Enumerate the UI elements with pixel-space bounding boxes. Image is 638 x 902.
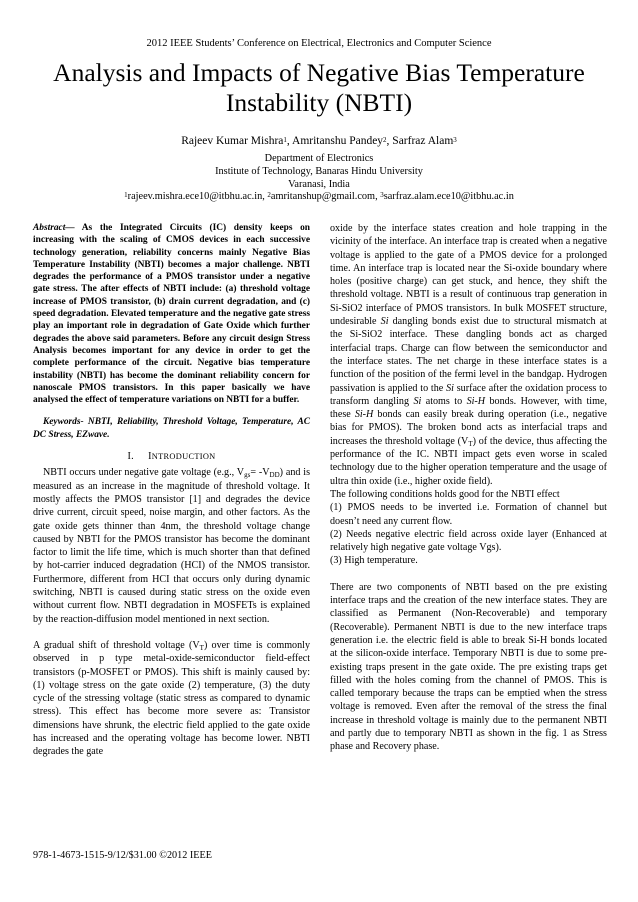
text-run: NBTI occurs under negative gate voltage (e.g., V	[43, 467, 245, 479]
text-run: surface after the oxidation process to transform dangling	[330, 382, 607, 407]
subscript: gs	[244, 471, 251, 480]
affiliation-institute: Institute of Technology, Banaras Hindu University	[215, 166, 423, 177]
conference-header: 2012 IEEE Students’ Conference on Electrical, Electronics and Computer Science	[146, 38, 492, 49]
abstract-dash: —	[65, 223, 75, 233]
keywords	[33, 416, 310, 441]
copyright-footer: 978-1-4673-1515-9/12/$31.00 ©2012 IEEE	[33, 850, 212, 861]
text-run: A gradual shift of threshold voltage (V	[33, 639, 200, 651]
section-title-rest: NTRODUCTION	[151, 452, 216, 462]
condition-1: (1) PMOS needs to be inverted i.e. Formation of channel but doesn’t need any current flow.	[330, 502, 607, 527]
email-address: rajeev.mishra.ece10@itbhu.ac.in	[127, 191, 263, 202]
email-address: amritanshup@gmail.com	[270, 191, 376, 202]
italic-run: Si	[446, 382, 454, 394]
email-sup: 3	[380, 190, 384, 199]
text-run: ) over time is commonly observed in p type metal-oxide-semiconductor field-effect transistors (p-MOSFET or PMOS). This shift is mainly caused by: (1) voltage stress on the gate oxide (2) temperature, (3) the duty cycle of the stressing voltage (static stress as compared to dynamic stress). This effect has become more severe as: Transistor dimensions have shrunk, the electric field applied to the gate oxide has increased and the operating voltage has become lower. NBTI degrades the gate	[33, 639, 310, 758]
author-list: Rajeev Kumar Mishra$^1$, Amritanshu Pandey$^2$, Sarfraz Alam$^3$	[181, 135, 457, 147]
author-name: Rajeev Kumar Mishra	[181, 135, 284, 147]
email-address: sarfraz.alam.ece10@itbhu.ac.in	[383, 191, 514, 202]
text-run: bonds can easily break during operation (i.e., negative bias for PMOS). The broken bond acts as interfacial traps and increases the threshold voltage (V	[330, 409, 607, 447]
italic-run: Si	[380, 316, 389, 328]
intro-paragraph-1	[33, 466, 310, 626]
text-run: ) and is measured as an increase in the magnitude of threshold voltage. It mostly affects the PMOS transistor [1] and degrades the device drive current, circuit speed, noise margin, and other factors. As the gate oxide gets thinner than 4nm, the threshold voltage change caused by NBTI for the PMOS transistor has become the dominant factor to limit the life time, which is much shorter than that defined by hot-carrier induced degradation (HCI) of the NMOS transistor. Furthermore, different from HCI that occurs only during dynamic switching, NBTI is caused during static stress on the oxide even without current flow. NBTI degradation in MOSFETs is explained by the reaction-diffusion model mentioned in next section.	[33, 467, 310, 625]
subscript: T	[468, 439, 473, 448]
email-sup: 1	[124, 190, 128, 199]
subscript: T	[199, 643, 204, 652]
subscript: DD	[269, 471, 280, 480]
body-paragraph-1	[330, 222, 607, 488]
abstract-label: Abstract	[33, 223, 66, 233]
author-sup: 1	[283, 135, 287, 144]
left-column	[33, 222, 310, 759]
italic-run: Si	[413, 395, 422, 407]
section-numeral: I.	[127, 451, 134, 463]
abstract	[33, 222, 310, 406]
author-name: Sarfraz Alam	[392, 135, 454, 147]
italic-run: Si-H	[354, 409, 374, 421]
condition-3: (3) High temperature.	[330, 555, 418, 567]
author-sup: 3	[453, 135, 457, 144]
email-list: $^1$rajeev.mishra.ece10@itbhu.ac.in, $^2$amritanshup@gmail.com, $^3$sarfraz.alam.ece10@itbhu.ac.in	[124, 190, 514, 202]
section-heading-introduction	[33, 450, 310, 463]
text-run: atoms to	[421, 395, 467, 407]
section-title-first: I	[148, 451, 152, 463]
paragraph-gap	[33, 626, 310, 639]
abstract-text: As the Integrated Circuits (IC) density keeps on increasing with the scaling of CMOS devices in each successive technology generation, reliability concerns mainly Negative Bias Temperature Instability (NBTI) becomes a major challenge. NBTI degrades the performance of a PMOS transistor under a negative gate stress. The after effects of NBTI include: (a) threshold voltage increase of PMOS transistor, (b) drain current degradation, and (c) speed degradation. Elevated temperature and the negative gate stress play an important role in degradation of Gate Oxide which further degrades the above said parameters. Before any circuit design Stress Analysis becomes important for any device in order to get the complete performance of the circuit. Negative bias temperature instability (NBTI) has become the dominant reliability concern for nanoscale PMOS transistors. In this paper basically we have analysed the effect of temperature variations on NBTI for a buffer.	[33, 223, 310, 406]
title-line-1: Analysis and Impacts of Negative Bias Temperature	[53, 58, 585, 87]
author-sup: 2	[383, 135, 387, 144]
text-run: dangling bonds exist due to structural mismatch at the Si-SiO2 interface. These dangling bonds act as charged interfacial traps. Charge can flow between the semiconductor and the interface states. The net charge in these interface states is a function of the position of the fermi level in the bandgap. Hydrogen passivation is applied to the	[330, 316, 607, 394]
affiliation-city: Varanasi, India	[288, 179, 350, 190]
paragraph-gap	[330, 568, 607, 581]
affiliation-department: Department of Electronics	[264, 153, 374, 164]
keywords-text: NBTI, Reliability, Threshold Voltage, Temperature, AC DC Stress, EZwave.	[33, 417, 310, 440]
text-run: ) of the device, thus affecting the performance of the IC. NBTI impact gets even worse in scaled technology due to the higher operation temperature and the usage of ultra thin oxide (i.e., higher oxide field).	[330, 435, 607, 487]
conditions-intro: The following conditions holds good for the NBTI effect	[330, 488, 560, 500]
text-run: oxide by the interface states creation and hole trapping in the vicinity of the interface. An interface trap is created when a negative voltage is applied to the gate of a PMOS device for a prolonged time. An interface trap is located near the Si-oxide boundary where holes (positive charge) can get stuck, and hence, they shift the threshold voltage. NBTI is a result of continuous trap generation in Si-SiO2 interface of PMOS transistors. In bulk MOSFET structure, undesirable	[330, 223, 607, 328]
text-run: bonds. However, with time, these	[330, 395, 607, 421]
text-run: = -V	[250, 467, 270, 479]
italic-run: Si-H	[466, 395, 486, 407]
right-column	[330, 222, 607, 754]
condition-2: (2) Needs negative electric field across oxide layer (Enhanced at relatively high negative gate voltage Vgs).	[330, 528, 607, 554]
body-paragraph-2: There are two components of NBTI based on the pre existing interface traps and the creation of the new interface states. They are classified as Permanent (Non-Recoverable) and temporary (Recoverable). Permanent NBTI is due to the new interface traps generation i.e. the electric field is able to break Si-H bonds located at the silicon-oxide interface. Temporary NBTI is due to some pre-existing traps present in the gate oxide. The pre existing traps get filled with the holes coming from the channel of PMOS. This is called temporary because the traps can be emptied when the stress voltage is removed. Even after the removal of the stress the final increase in threshold voltage is mainly due to the permanent NBTI and partly due to temporary NBTI as shown in the fig. 1 as Stress phase and Recovery phase.	[330, 581, 607, 753]
keywords-label: Keywords-	[43, 417, 84, 428]
title-line-2: Instability (NBTI)	[225, 88, 413, 117]
author-name: Amritanshu Pandey	[292, 135, 384, 147]
intro-paragraph-2	[33, 639, 310, 759]
paper-title	[20, 58, 618, 118]
email-sup: 2	[267, 190, 271, 199]
